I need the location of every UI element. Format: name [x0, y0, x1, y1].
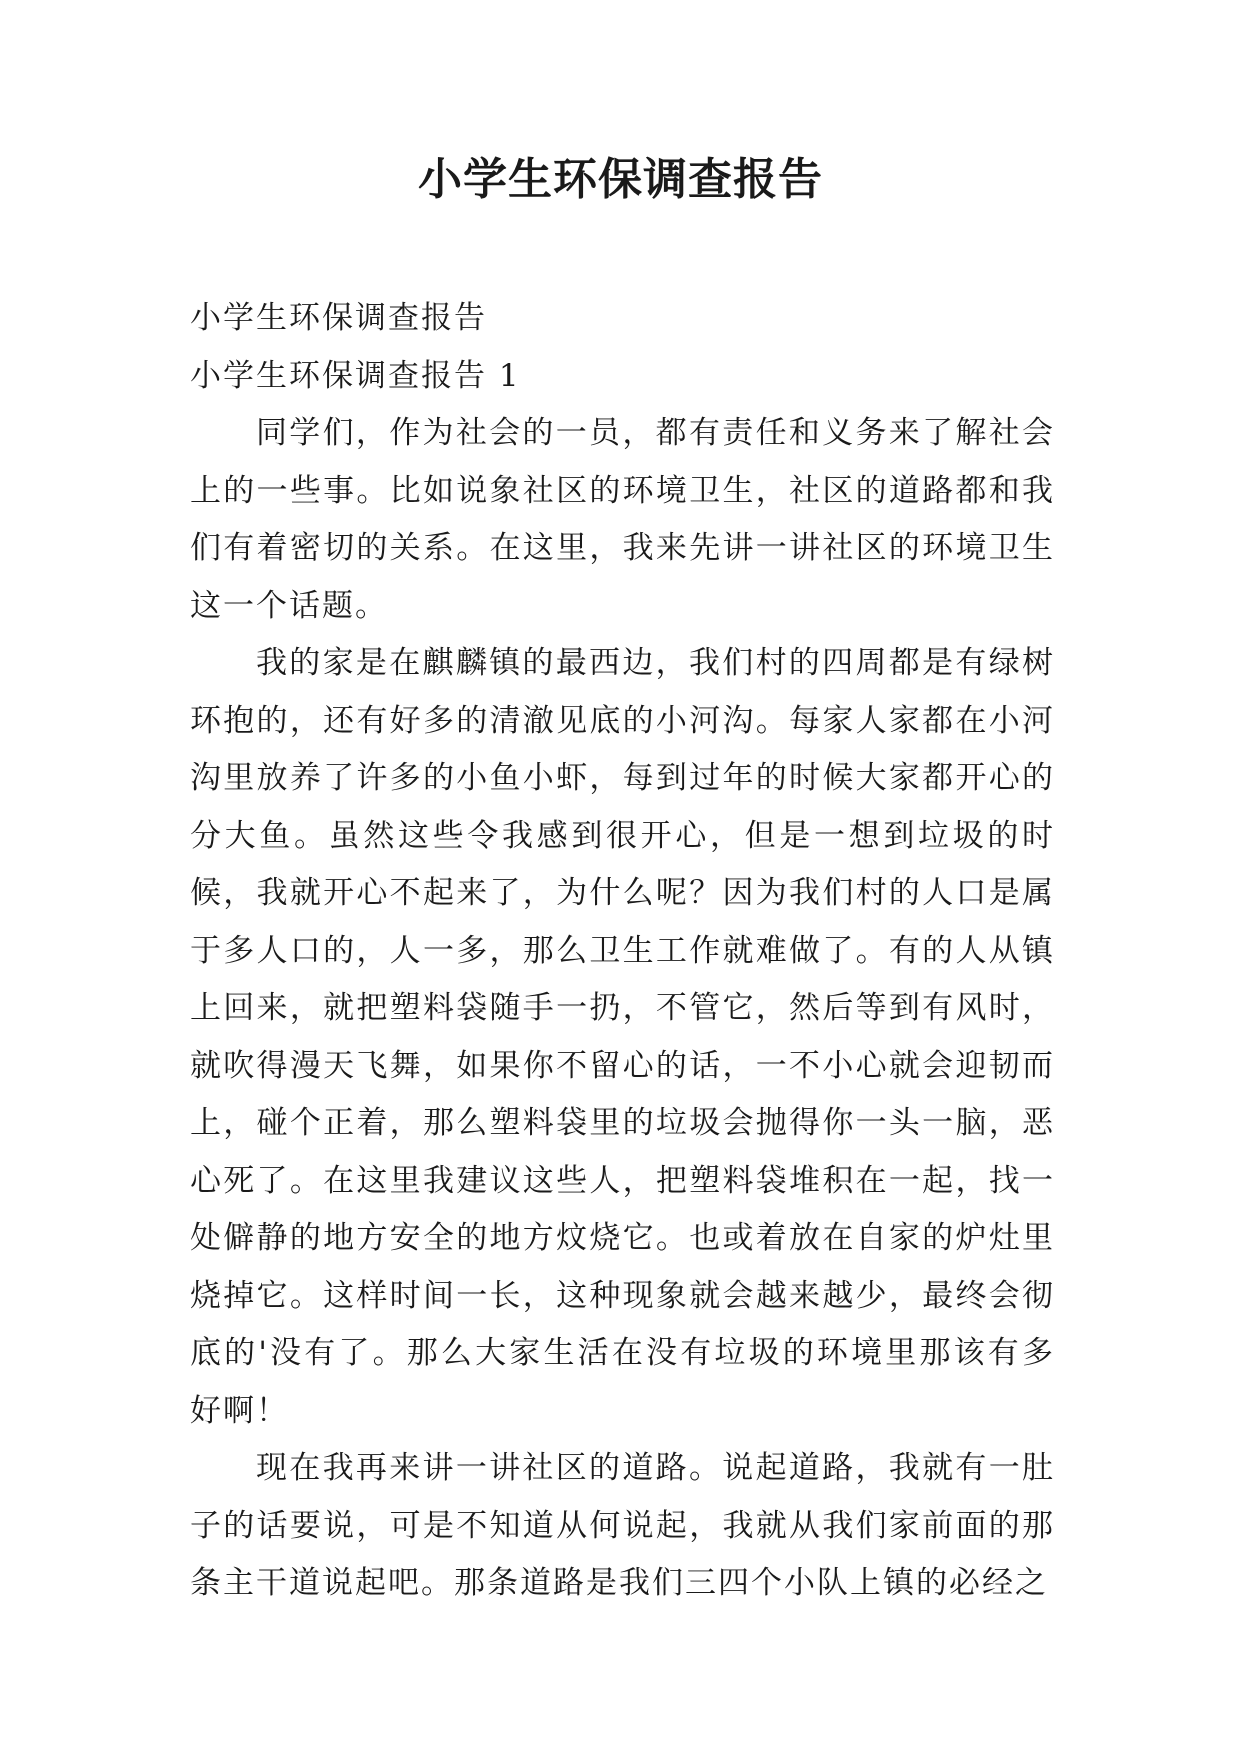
- section-heading: 小学生环保调查报告 1: [190, 357, 521, 394]
- paragraph-2: 我的家是在麒麟镇的最西边，我们村的四周都是有绿树环抱的，还有好多的清澈见底的小河沟。每家人家都在小河沟里放养了许多的小鱼小虾，每到过年的时候大家都开心的分大鱼。虽然这些令我感到很开心，但是一想到垃圾的时候，我就开心不起来了，为什么呢？因为我们村的人口是属于多人口的，人一多，那么卫生工作就难做了。有的人从镇上回来，就把塑料袋随手一扔，不管它，然后等到有风时，就吹得漫天飞舞，如果你不留心的话，一不小心就会迎韧而上，碰个正着，那么塑料袋里的垃圾会抛得你一头一脑，恶心死了。在这里我建议这些人，把塑料袋堆积在一起，找一处僻静的地方安全的地方炆烧它。也或着放在自家的炉灶里烧掉它。这样时间一长，这种现象就会越来越少，最终会彻底的'没有了。那么大家生活在没有垃圾的环境里那该有多好啊！: [190, 645, 1055, 1429]
- document-title: 小学生环保调查报告: [418, 154, 823, 205]
- document-body: [190, 290, 1055, 1613]
- paragraph-3: 现在我再来讲一讲社区的道路。说起道路，我就有一肚子的话要说，可是不知道从何说起，我就从我们家前面的那条主干道说起吧。那条道路是我们三四个小队上镇的必经之: [190, 1450, 1055, 1601]
- document-subtitle: 小学生环保调查报告: [190, 300, 487, 336]
- paragraph-1: 同学们，作为社会的一员，都有责任和义务来了解社会上的一些事。比如说象社区的环境卫生，社区的道路都和我们有着密切的关系。在这里，我来先讲一讲社区的环境卫生这一个话题。: [190, 415, 1055, 624]
